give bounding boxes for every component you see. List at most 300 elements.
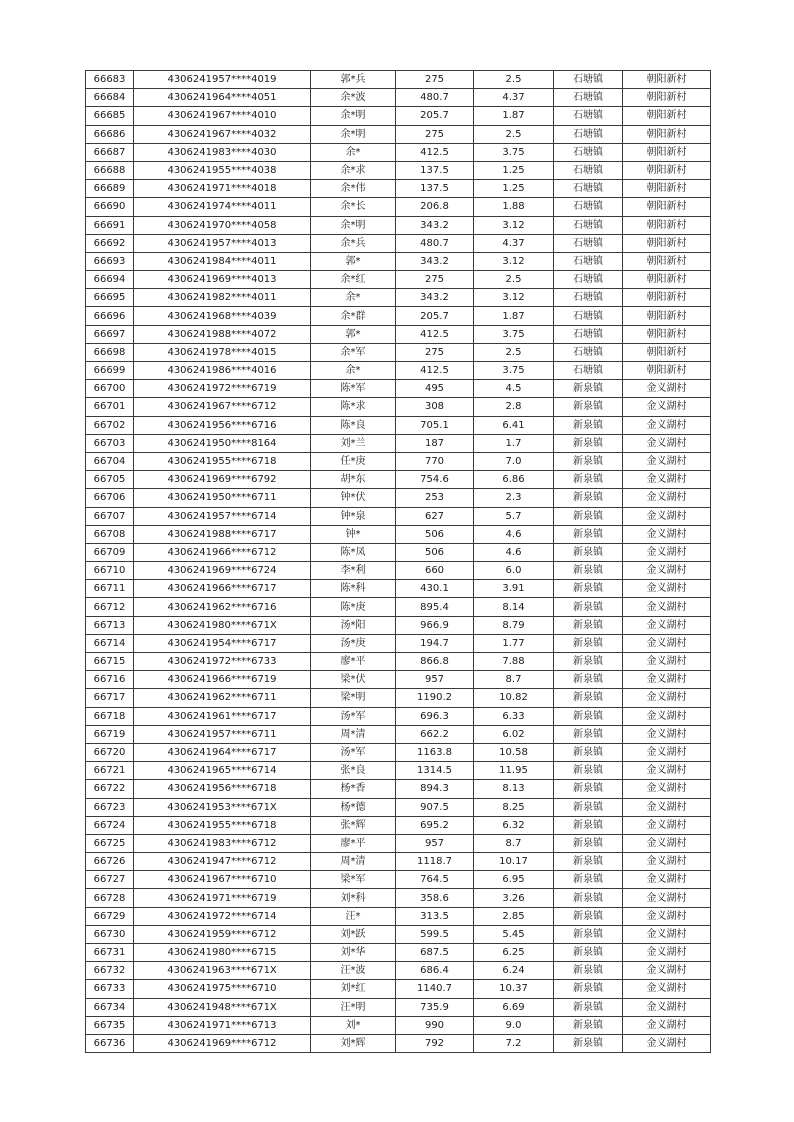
cell-id_number: 4306241964****4051: [134, 89, 311, 107]
cell-amount: 687.5: [396, 944, 474, 962]
cell-amount: 205.7: [396, 307, 474, 325]
cell-town: 新泉镇: [554, 925, 623, 943]
cell-id_number: 4306241957****6711: [134, 725, 311, 743]
cell-id_number: 4306241963****671X: [134, 962, 311, 980]
cell-rate: 1.87: [474, 307, 554, 325]
table-row: [86, 252, 711, 270]
cell-village: 朝阳新村: [623, 143, 711, 161]
cell-seq: 66713: [86, 616, 134, 634]
cell-amount: 599.5: [396, 925, 474, 943]
cell-name: 刘*红: [311, 980, 396, 998]
cell-amount: 275: [396, 343, 474, 361]
table-row: [86, 562, 711, 580]
cell-town: 新泉镇: [554, 853, 623, 871]
cell-id_number: 4306241971****4018: [134, 180, 311, 198]
cell-id_number: 4306241955****6718: [134, 816, 311, 834]
table-row: [86, 798, 711, 816]
cell-village: 朝阳新村: [623, 271, 711, 289]
table-row: [86, 780, 711, 798]
table-row: [86, 671, 711, 689]
cell-id_number: 4306241962****6716: [134, 598, 311, 616]
cell-name: 陈*良: [311, 416, 396, 434]
cell-amount: 430.1: [396, 580, 474, 598]
cell-town: 石塘镇: [554, 198, 623, 216]
cell-village: 金义湖村: [623, 998, 711, 1016]
cell-town: 新泉镇: [554, 434, 623, 452]
cell-seq: 66720: [86, 743, 134, 761]
cell-seq: 66723: [86, 798, 134, 816]
cell-village: 金义湖村: [623, 543, 711, 561]
cell-name: 刘*华: [311, 944, 396, 962]
cell-seq: 66686: [86, 125, 134, 143]
cell-town: 石塘镇: [554, 343, 623, 361]
cell-town: 石塘镇: [554, 216, 623, 234]
cell-seq: 66712: [86, 598, 134, 616]
cell-rate: 3.75: [474, 362, 554, 380]
table-row: [86, 816, 711, 834]
cell-town: 新泉镇: [554, 725, 623, 743]
cell-seq: 66736: [86, 1034, 134, 1052]
cell-rate: 8.7: [474, 671, 554, 689]
cell-village: 金义湖村: [623, 707, 711, 725]
cell-amount: 412.5: [396, 143, 474, 161]
cell-rate: 3.75: [474, 143, 554, 161]
cell-seq: 66701: [86, 398, 134, 416]
cell-town: 新泉镇: [554, 907, 623, 925]
cell-id_number: 4306241967****4032: [134, 125, 311, 143]
cell-seq: 66722: [86, 780, 134, 798]
cell-id_number: 4306241947****6712: [134, 853, 311, 871]
cell-village: 金义湖村: [623, 598, 711, 616]
cell-town: 新泉镇: [554, 489, 623, 507]
cell-seq: 66724: [86, 816, 134, 834]
cell-town: 新泉镇: [554, 1034, 623, 1052]
cell-name: 汤*军: [311, 743, 396, 761]
cell-seq: 66697: [86, 325, 134, 343]
cell-village: 朝阳新村: [623, 234, 711, 252]
cell-village: 金义湖村: [623, 907, 711, 925]
cell-town: 新泉镇: [554, 525, 623, 543]
cell-amount: 194.7: [396, 634, 474, 652]
cell-rate: 6.25: [474, 944, 554, 962]
cell-village: 金义湖村: [623, 507, 711, 525]
table-row: [86, 962, 711, 980]
table-body: [86, 71, 711, 1053]
table-row: [86, 216, 711, 234]
cell-id_number: 4306241970****4058: [134, 216, 311, 234]
cell-rate: 6.69: [474, 998, 554, 1016]
cell-amount: 792: [396, 1034, 474, 1052]
cell-seq: 66726: [86, 853, 134, 871]
cell-amount: 754.6: [396, 471, 474, 489]
table-row: [86, 161, 711, 179]
cell-seq: 66731: [86, 944, 134, 962]
cell-village: 朝阳新村: [623, 198, 711, 216]
cell-rate: 4.37: [474, 234, 554, 252]
table-row: [86, 180, 711, 198]
cell-village: 朝阳新村: [623, 71, 711, 89]
cell-seq: 66703: [86, 434, 134, 452]
cell-rate: 1.7: [474, 434, 554, 452]
cell-seq: 66721: [86, 762, 134, 780]
cell-village: 金义湖村: [623, 780, 711, 798]
cell-id_number: 4306241980****671X: [134, 616, 311, 634]
cell-amount: 735.9: [396, 998, 474, 1016]
cell-name: 张*良: [311, 762, 396, 780]
cell-seq: 66704: [86, 452, 134, 470]
cell-rate: 6.33: [474, 707, 554, 725]
cell-seq: 66700: [86, 380, 134, 398]
cell-town: 石塘镇: [554, 325, 623, 343]
cell-amount: 1118.7: [396, 853, 474, 871]
cell-name: 钟*伏: [311, 489, 396, 507]
cell-village: 金义湖村: [623, 889, 711, 907]
cell-amount: 1314.5: [396, 762, 474, 780]
cell-rate: 6.02: [474, 725, 554, 743]
cell-seq: 66714: [86, 634, 134, 652]
cell-rate: 3.75: [474, 325, 554, 343]
cell-village: 金义湖村: [623, 452, 711, 470]
cell-name: 钟*泉: [311, 507, 396, 525]
table-row: [86, 616, 711, 634]
cell-amount: 1163.8: [396, 743, 474, 761]
cell-town: 新泉镇: [554, 562, 623, 580]
cell-town: 新泉镇: [554, 816, 623, 834]
cell-name: 廖*平: [311, 653, 396, 671]
table-row: [86, 853, 711, 871]
cell-town: 新泉镇: [554, 634, 623, 652]
cell-name: 余*: [311, 289, 396, 307]
cell-rate: 8.7: [474, 834, 554, 852]
cell-amount: 480.7: [396, 89, 474, 107]
cell-village: 朝阳新村: [623, 325, 711, 343]
cell-village: 金义湖村: [623, 634, 711, 652]
cell-village: 金义湖村: [623, 398, 711, 416]
cell-name: 余*: [311, 362, 396, 380]
cell-id_number: 4306241950****6711: [134, 489, 311, 507]
cell-rate: 6.24: [474, 962, 554, 980]
cell-name: 梁*军: [311, 871, 396, 889]
cell-village: 金义湖村: [623, 616, 711, 634]
cell-rate: 4.5: [474, 380, 554, 398]
cell-id_number: 4306241959****6712: [134, 925, 311, 943]
cell-village: 金义湖村: [623, 816, 711, 834]
cell-seq: 66695: [86, 289, 134, 307]
cell-town: 新泉镇: [554, 707, 623, 725]
cell-village: 金义湖村: [623, 962, 711, 980]
cell-id_number: 4306241953****671X: [134, 798, 311, 816]
cell-name: 陈*科: [311, 580, 396, 598]
cell-village: 金义湖村: [623, 380, 711, 398]
cell-seq: 66707: [86, 507, 134, 525]
cell-rate: 8.14: [474, 598, 554, 616]
table-row: [86, 634, 711, 652]
cell-rate: 4.37: [474, 89, 554, 107]
cell-name: 汤*军: [311, 707, 396, 725]
table-row: [86, 198, 711, 216]
cell-rate: 2.5: [474, 343, 554, 361]
cell-rate: 3.12: [474, 252, 554, 270]
cell-amount: 358.6: [396, 889, 474, 907]
cell-rate: 1.77: [474, 634, 554, 652]
cell-name: 余*伟: [311, 180, 396, 198]
table-row: [86, 434, 711, 452]
cell-id_number: 4306241967****6712: [134, 398, 311, 416]
cell-village: 金义湖村: [623, 489, 711, 507]
cell-village: 金义湖村: [623, 580, 711, 598]
cell-town: 新泉镇: [554, 762, 623, 780]
cell-amount: 343.2: [396, 252, 474, 270]
cell-seq: 66692: [86, 234, 134, 252]
cell-rate: 2.5: [474, 125, 554, 143]
cell-seq: 66728: [86, 889, 134, 907]
cell-rate: 2.85: [474, 907, 554, 925]
cell-id_number: 4306241972****6733: [134, 653, 311, 671]
cell-seq: 66689: [86, 180, 134, 198]
cell-id_number: 4306241969****4013: [134, 271, 311, 289]
cell-town: 石塘镇: [554, 89, 623, 107]
cell-town: 新泉镇: [554, 980, 623, 998]
cell-amount: 313.5: [396, 907, 474, 925]
table-row: [86, 416, 711, 434]
cell-rate: 10.82: [474, 689, 554, 707]
cell-town: 新泉镇: [554, 452, 623, 470]
cell-village: 金义湖村: [623, 743, 711, 761]
cell-village: 朝阳新村: [623, 343, 711, 361]
cell-rate: 8.25: [474, 798, 554, 816]
cell-village: 金义湖村: [623, 562, 711, 580]
cell-name: 郭*: [311, 252, 396, 270]
cell-name: 刘*兰: [311, 434, 396, 452]
table-row: [86, 89, 711, 107]
cell-town: 石塘镇: [554, 107, 623, 125]
cell-amount: 343.2: [396, 216, 474, 234]
cell-village: 朝阳新村: [623, 289, 711, 307]
cell-amount: 990: [396, 1016, 474, 1034]
cell-id_number: 4306241969****6792: [134, 471, 311, 489]
cell-id_number: 4306241978****4015: [134, 343, 311, 361]
table-row: [86, 271, 711, 289]
cell-name: 汪*明: [311, 998, 396, 1016]
cell-name: 郭*: [311, 325, 396, 343]
cell-village: 金义湖村: [623, 725, 711, 743]
cell-id_number: 4306241975****6710: [134, 980, 311, 998]
cell-rate: 10.17: [474, 853, 554, 871]
cell-name: 郭*兵: [311, 71, 396, 89]
cell-amount: 506: [396, 543, 474, 561]
cell-seq: 66715: [86, 653, 134, 671]
cell-rate: 6.32: [474, 816, 554, 834]
cell-name: 胡*东: [311, 471, 396, 489]
cell-rate: 2.5: [474, 71, 554, 89]
cell-name: 余*波: [311, 89, 396, 107]
cell-id_number: 4306241972****6714: [134, 907, 311, 925]
table-row: [86, 598, 711, 616]
cell-name: 刘*科: [311, 889, 396, 907]
cell-village: 朝阳新村: [623, 252, 711, 270]
cell-name: 汤*阳: [311, 616, 396, 634]
cell-name: 梁*伏: [311, 671, 396, 689]
cell-amount: 253: [396, 489, 474, 507]
cell-seq: 66710: [86, 562, 134, 580]
table-row: [86, 743, 711, 761]
table-row: [86, 234, 711, 252]
cell-town: 新泉镇: [554, 471, 623, 489]
cell-name: 余*兵: [311, 234, 396, 252]
table-row: [86, 325, 711, 343]
table-row: [86, 71, 711, 89]
cell-id_number: 4306241955****4038: [134, 161, 311, 179]
cell-seq: 66729: [86, 907, 134, 925]
cell-rate: 3.12: [474, 289, 554, 307]
table-row: [86, 707, 711, 725]
cell-town: 新泉镇: [554, 653, 623, 671]
cell-name: 余*明: [311, 125, 396, 143]
cell-town: 新泉镇: [554, 507, 623, 525]
cell-amount: 275: [396, 125, 474, 143]
cell-village: 朝阳新村: [623, 125, 711, 143]
cell-town: 新泉镇: [554, 871, 623, 889]
cell-amount: 275: [396, 271, 474, 289]
table-row: [86, 398, 711, 416]
cell-seq: 66691: [86, 216, 134, 234]
table-row: [86, 489, 711, 507]
cell-rate: 7.88: [474, 653, 554, 671]
cell-town: 新泉镇: [554, 689, 623, 707]
cell-town: 石塘镇: [554, 307, 623, 325]
cell-town: 新泉镇: [554, 616, 623, 634]
cell-seq: 66699: [86, 362, 134, 380]
table-row: [86, 653, 711, 671]
cell-amount: 660: [396, 562, 474, 580]
cell-name: 杨*德: [311, 798, 396, 816]
cell-rate: 6.95: [474, 871, 554, 889]
cell-village: 朝阳新村: [623, 307, 711, 325]
cell-id_number: 4306241972****6719: [134, 380, 311, 398]
cell-rate: 2.3: [474, 489, 554, 507]
cell-id_number: 4306241983****4030: [134, 143, 311, 161]
cell-id_number: 4306241957****4013: [134, 234, 311, 252]
table-row: [86, 762, 711, 780]
table-row: [86, 925, 711, 943]
cell-name: 杨*香: [311, 780, 396, 798]
cell-rate: 6.86: [474, 471, 554, 489]
cell-village: 金义湖村: [623, 798, 711, 816]
cell-amount: 696.3: [396, 707, 474, 725]
cell-name: 余*群: [311, 307, 396, 325]
cell-rate: 7.2: [474, 1034, 554, 1052]
cell-seq: 66716: [86, 671, 134, 689]
cell-rate: 6.41: [474, 416, 554, 434]
cell-amount: 187: [396, 434, 474, 452]
cell-amount: 480.7: [396, 234, 474, 252]
cell-village: 金义湖村: [623, 762, 711, 780]
cell-rate: 3.26: [474, 889, 554, 907]
cell-id_number: 4306241966****6717: [134, 580, 311, 598]
cell-id_number: 4306241962****6711: [134, 689, 311, 707]
cell-id_number: 4306241971****6713: [134, 1016, 311, 1034]
cell-amount: 506: [396, 525, 474, 543]
cell-village: 金义湖村: [623, 671, 711, 689]
cell-village: 金义湖村: [623, 1034, 711, 1052]
cell-village: 金义湖村: [623, 525, 711, 543]
cell-amount: 412.5: [396, 325, 474, 343]
cell-amount: 695.2: [396, 816, 474, 834]
table-row: [86, 998, 711, 1016]
table-row: [86, 1034, 711, 1052]
cell-id_number: 4306241986****4016: [134, 362, 311, 380]
cell-amount: 966.9: [396, 616, 474, 634]
table-row: [86, 452, 711, 470]
cell-town: 新泉镇: [554, 834, 623, 852]
cell-rate: 5.45: [474, 925, 554, 943]
cell-amount: 206.8: [396, 198, 474, 216]
cell-village: 金义湖村: [623, 416, 711, 434]
cell-name: 刘*跃: [311, 925, 396, 943]
cell-name: 陈*凤: [311, 543, 396, 561]
cell-amount: 1190.2: [396, 689, 474, 707]
cell-seq: 66685: [86, 107, 134, 125]
table-row: [86, 343, 711, 361]
cell-name: 汤*庚: [311, 634, 396, 652]
cell-name: 汪*波: [311, 962, 396, 980]
cell-seq: 66688: [86, 161, 134, 179]
cell-rate: 4.6: [474, 543, 554, 561]
table-row: [86, 871, 711, 889]
cell-name: 周*清: [311, 725, 396, 743]
cell-amount: 662.2: [396, 725, 474, 743]
table-row: [86, 1016, 711, 1034]
cell-town: 新泉镇: [554, 743, 623, 761]
cell-rate: 8.13: [474, 780, 554, 798]
table-row: [86, 834, 711, 852]
cell-amount: 205.7: [396, 107, 474, 125]
cell-village: 金义湖村: [623, 1016, 711, 1034]
cell-name: 余*长: [311, 198, 396, 216]
cell-seq: 66730: [86, 925, 134, 943]
cell-rate: 7.0: [474, 452, 554, 470]
cell-seq: 66683: [86, 71, 134, 89]
cell-rate: 11.95: [474, 762, 554, 780]
cell-id_number: 4306241967****6710: [134, 871, 311, 889]
cell-amount: 308: [396, 398, 474, 416]
cell-town: 石塘镇: [554, 234, 623, 252]
cell-seq: 66690: [86, 198, 134, 216]
cell-town: 石塘镇: [554, 71, 623, 89]
cell-seq: 66684: [86, 89, 134, 107]
cell-town: 新泉镇: [554, 780, 623, 798]
cell-village: 金义湖村: [623, 471, 711, 489]
cell-town: 新泉镇: [554, 543, 623, 561]
cell-rate: 2.8: [474, 398, 554, 416]
cell-town: 石塘镇: [554, 180, 623, 198]
cell-town: 新泉镇: [554, 580, 623, 598]
cell-amount: 1140.7: [396, 980, 474, 998]
cell-amount: 770: [396, 452, 474, 470]
cell-seq: 66711: [86, 580, 134, 598]
cell-village: 金义湖村: [623, 434, 711, 452]
cell-rate: 8.79: [474, 616, 554, 634]
cell-name: 陈*求: [311, 398, 396, 416]
cell-id_number: 4306241967****4010: [134, 107, 311, 125]
cell-seq: 66702: [86, 416, 134, 434]
cell-amount: 137.5: [396, 180, 474, 198]
cell-id_number: 4306241980****6715: [134, 944, 311, 962]
cell-town: 石塘镇: [554, 161, 623, 179]
cell-rate: 10.37: [474, 980, 554, 998]
table-row: [86, 525, 711, 543]
cell-seq: 66725: [86, 834, 134, 852]
